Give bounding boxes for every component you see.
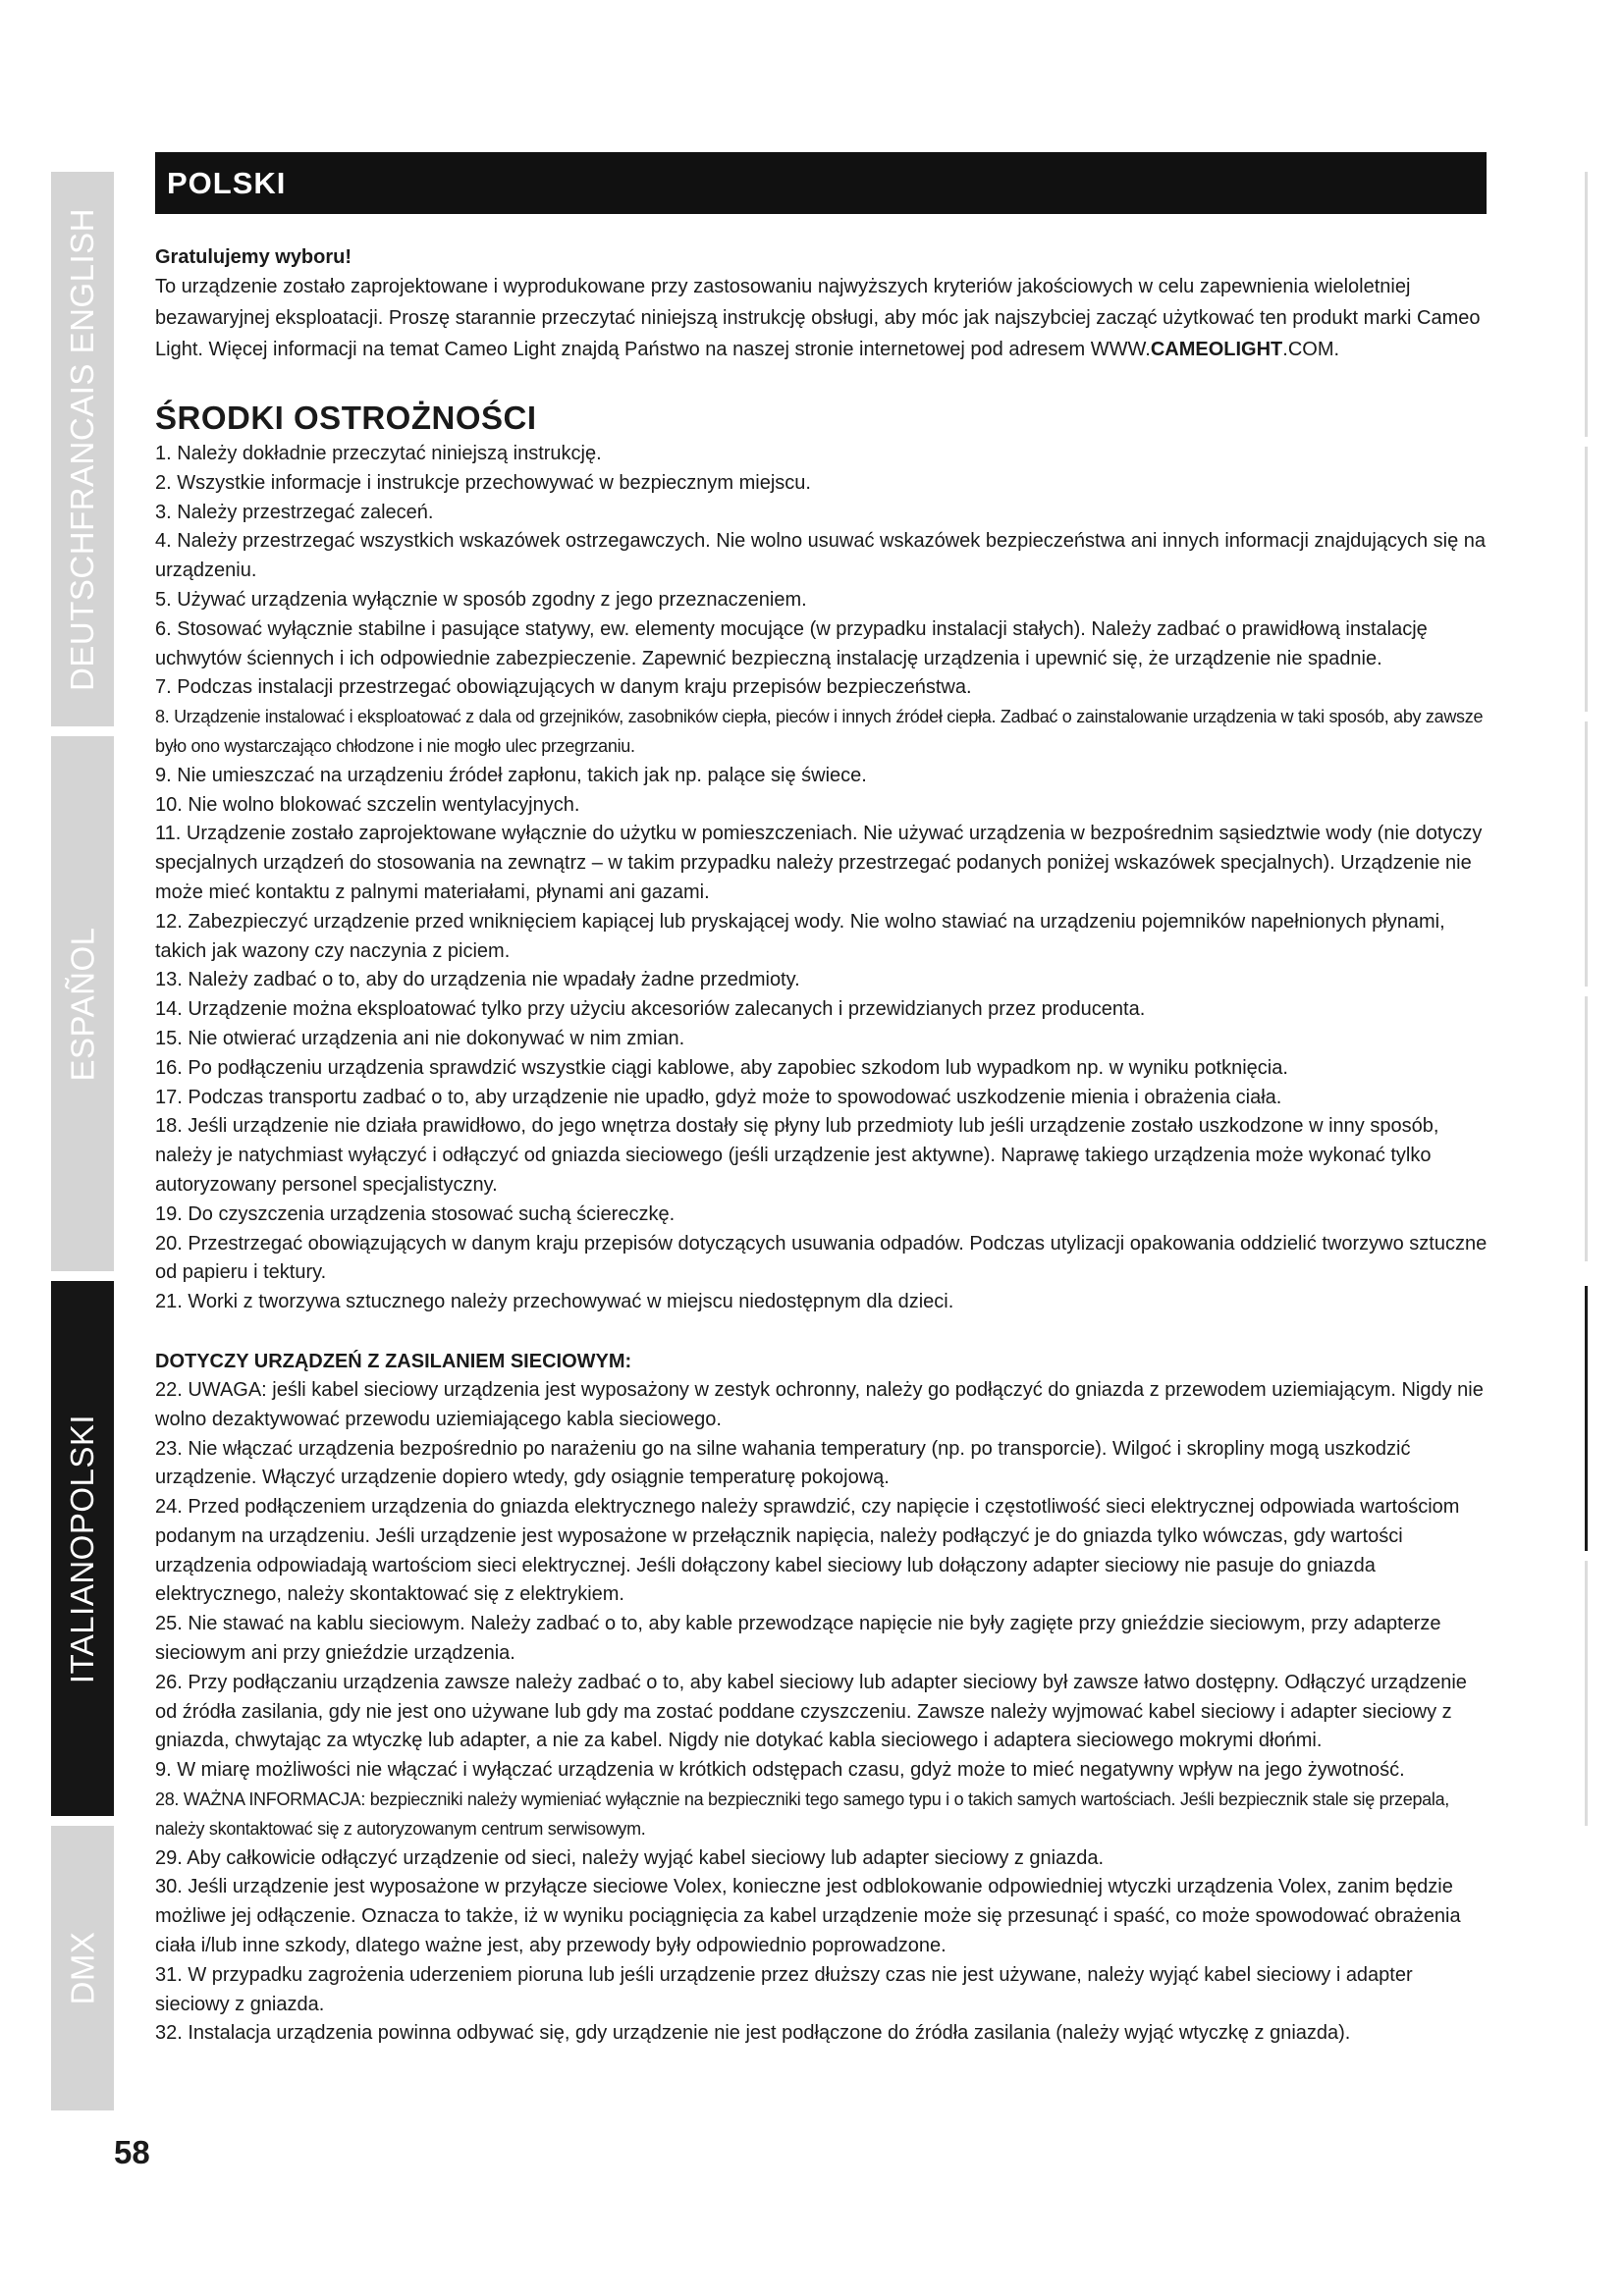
list-item: 28. WAŻNA INFORMACJA: bezpieczniki należy wymieniać wyłącznie na bezpieczniki tego samego typu i o takich samych wartościach. Jeśli bezpiecznik stale się przepala, należy skontaktować się z autoryzowanym centrum serwisowym. [155,1789,1450,1839]
list-item: 21. Worki z tworzywa sztucznego należy przechowywać w miejscu niedostępnym dla dzieci. [155,1291,954,1313]
right-margin-rule [1585,1561,1588,1826]
list-item: 23. Nie włączać urządzenia bezpośrednio po narażeniu go na silne wahania temperatury (np. po transporcie). Wilgoć i skropliny mogą uszkodzić urządzenie. Włączyć urządzenie dopiero wtedy, gdy osiągnie temperaturę pokojową. [155,1437,1411,1489]
list-item: 14. Urządzenie można eksploatować tylko przy użyciu akcesoriów zalecanych i przewidzianych przez producenta. [155,998,1146,1021]
list-item: 26. Przy podłączaniu urządzenia zawsze należy zadbać o to, aby kabel sieciowy lub adapter sieciowy był zawsze łatwo dostępny. Odłączyć urządzenie od źródła zasilania, gdy nie jest ono używane lub gdy ma zostać poddane czyszczeniu. Zawsze należy wyjmować kabel sieciowy i adapter sieciowy z gniazda, chwytając za wtyczkę lub adapter, a nie za kabel. Nigdy nie dotykać kabla sieciowego i adaptera sieciowego mokrymi dłońmi. [155,1671,1467,1752]
power-list [155,1376,1490,2049]
list-item: 17. Podczas transportu zadbać o to, aby urządzenie nie upadło, gdyż może to spowodować uszkodzenie mienia i obrażenia ciała. [155,1086,1282,1108]
list-item: 3. Należy przestrzegać zaleceń. [155,501,434,523]
page-title: POLSKI [167,165,287,200]
tab-label: DEUTSCHFRANCAIS ENGLISH [64,207,101,691]
list-item: 16. Po podłączeniu urządzenia sprawdzić wszystkie ciągi kablowe, aby zapobiec szkodom lub wypadkom np. w wyniku potknięcia. [155,1056,1288,1079]
tab-label: ESPAÑOL [64,927,101,1081]
list-item: 9. W miarę możliwości nie włączać i wyłączać urządzenia w krótkich odstępach czasu, gdyż może to mieć negatywny wpływ na jego żywotność. [155,1759,1405,1782]
list-item: 1. Należy dokładnie przeczytać niniejszą instrukcję. [155,443,602,464]
list-item: 8. Urządzenie instalować i eksploatować z dala od grzejników, zasobników ciepła, pieców i innych źródeł ciepła. Zadbać o zainstalowanie urządzenia w taki sposób, aby zawsze było ono wystarczająco chłodzone i nie mogło ulec przegrzaniu. [155,707,1484,756]
tab-label: DMX [64,1931,100,2005]
list-item: 4. Należy przestrzegać wszystkich wskazówek ostrzegawczych. Nie wolno usuwać wskazówek bezpieczeństwa ani innych informacji znajdujących się na urządzeniu. [155,530,1487,582]
list-item: 13. Należy zadbać o to, aby do urządzenia nie wpadały żadne przedmioty. [155,969,800,991]
tab-label: ITALIANOPOLSKI [64,1414,100,1683]
website-link[interactable]: WWW.CAMEOLIGHT.COM. [1090,339,1340,360]
right-margin-rule [1585,721,1588,987]
intro-title: Gratulujemy wyboru! [155,246,352,268]
list-item: 22. UWAGA: jeśli kabel sieciowy urządzenia jest wyposażony w zestyk ochronny, należy go podłączyć do gniazda z przewodem uziemiającym. Nigdy nie wolno dezaktywować przewodu uziemiającego kabla sieciowego. [155,1378,1484,1430]
section-header-bar [155,152,1487,214]
list-item: 5. Używać urządzenia wyłącznie w sposób zgodny z jego przeznaczeniem. [155,588,807,611]
list-item: 12. Zabezpieczyć urządzenie przed wniknięciem kapiącej lub pryskającej wody. Nie wolno stawiać na urządzeniu pojemników napełnionych płynami, takich jak wazony czy naczynia z piciem. [155,910,1445,962]
list-item: 6. Stosować wyłącznie stabilne i pasujące statywy, ew. elementy mocujące (w przypadku instalacji stałych). Należy zadbać o prawidłową instalację uchwytów ściennych i ich odpowiednie zabezpieczenie. Zapewnić bezpieczną instalację urządzenia i upewnić się, że urządzenie nie spadnie. [155,617,1428,669]
list-item: 7. Podczas instalacji przestrzegać obowiązujących w danym kraju przepisów bezpieczeństwa. [155,676,972,699]
list-item: 31. W przypadku zagrożenia uderzeniem pioruna lub jeśli urządzenie przez dłuższy czas nie jest używane, należy wyjąć kabel sieciowy i adapter sieciowy z gniazda. [155,1963,1413,2015]
list-item: 32. Instalacja urządzenia powinna odbywać się, gdy urządzenie nie jest podłączone do źródła zasilania (należy wyjąć wtyczkę z gniazda). [155,2022,1351,2045]
right-margin-rule [1585,996,1588,1261]
right-margin-rule [1585,447,1588,712]
language-sidebar [51,172,114,2110]
tab-italiano-polski[interactable] [51,1281,114,1816]
intro-paragraph: To urządzenie zostało zaprojektowane i wyprodukowane przy zastosowaniu najwyższych kryteriów jakościowych w celu zapewnienia wieloletniej bezawaryjnej eksploatacji. Proszę starannie przeczytać niniejszą instrukcję obsługi, aby móc jak najszybciej zacząć użytkować ten produkt marki Cameo Light. Więcej informacji na temat Cameo Light znajdą Państwo na naszej stronie internetowej pod adresem WWW.CAMEOLIGHT.COM. [155,276,1481,360]
list-item: 30. Jeśli urządzenie jest wyposażone w przyłącze sieciowe Volex, konieczne jest odblokowanie odpowiedniej wtyczki urządzenia Volex, zanim będzie możliwe jej odłączenie. Oznacza to także, iż w wyniku pociągnięcia za kabel urządzenie może się przesunąć i spaść, co może spowodować obrażenia ciała i/lub inne szkody, dlatego ważne jest, aby przewody były odpowiednio poprowadzone. [155,1876,1461,1957]
safety-list [155,440,1490,1317]
list-item: 29. Aby całkowicie odłączyć urządzenie od sieci, należy wyjąć kabel sieciowy lub adapter sieciowy z gniazda. [155,1846,1105,1869]
tab-espanol[interactable] [51,736,114,1271]
tab-deutsch-francais-english[interactable] [51,172,114,726]
section-title: ŚRODKI OSTROŻNOŚCI [155,400,537,436]
right-margin-rule [1585,172,1588,437]
tab-dmx[interactable] [51,1826,114,2110]
power-subheading: DOTYCZY URZĄDZEŃ Z ZASILANIEM SIECIOWYM: [155,1350,632,1372]
list-item: 10. Nie wolno blokować szczelin wentylacyjnych. [155,793,580,816]
list-item: 11. Urządzenie zostało zaprojektowane wyłącznie do użytku w pomieszczeniach. Nie używać urządzenia w bezpośrednim sąsiedztwie wody (nie dotyczy specjalnych urządzeń do stosowania na zewnątrz – w takim przypadku należy przestrzegać podanych poniżej wskazówek specjalnych). Urządzenie nie może mieć kontaktu z palnymi materiałami, płynami ani gazami. [155,823,1483,903]
list-item: 19. Do czyszczenia urządzenia stosować suchą ściereczkę. [155,1202,676,1225]
list-item: 2. Wszystkie informacje i instrukcje przechowywać w bezpiecznym miejscu. [155,471,811,494]
list-item: 15. Nie otwierać urządzenia ani nie dokonywać w nim zmian. [155,1027,685,1049]
page-number: 58 [114,2134,150,2170]
list-item: 25. Nie stawać na kablu sieciowym. Należy zadbać o to, aby kable przewodzące napięcie nie były zagięte przy gnieździe sieciowym, przy adapterze sieciowym ani przy gnieździe urządzenia. [155,1613,1441,1665]
list-item: 18. Jeśli urządzenie nie działa prawidłowo, do jego wnętrza dostały się płyny lub przedmioty lub jeśli urządzenie zostało uszkodzone w inny sposób, należy je natychmiast wyłączyć i odłączyć od gniazda sieciowego (jeśli urządzenie jest aktywne). Naprawę takiego urządzenia może wykonać tylko autoryzowany personel specjalistyczny. [155,1115,1439,1196]
list-item: 9. Nie umieszczać na urządzeniu źródeł zapłonu, takich jak np. palące się świece. [155,764,867,786]
list-item: 20. Przestrzegać obowiązujących w danym kraju przepisów dotyczących usuwania odpadów. Podczas utylizacji opakowania oddzielić tworzywo sztuczne od papieru i tektury. [155,1232,1488,1284]
right-margin-rule-active [1585,1286,1588,1551]
main-content [155,243,1490,2049]
list-item: 24. Przed podłączeniem urządzenia do gniazda elektrycznego należy sprawdzić, czy napięcie i częstotliwość sieci elektrycznej odpowiada wartościom podanym na urządzeniu. Jeśli urządzenie jest wyposażone w przełącznik napięcia, należy podłączyć je do gniazda tylko wówczas, gdy wartości urządzenia odpowiadają wartościom sieci elektrycznej. Jeśli dołączony kabel sieciowy lub dołączony adapter sieciowy nie pasuje do gniazda elektrycznego, należy skontaktować się z elektrykiem. [155,1496,1460,1606]
